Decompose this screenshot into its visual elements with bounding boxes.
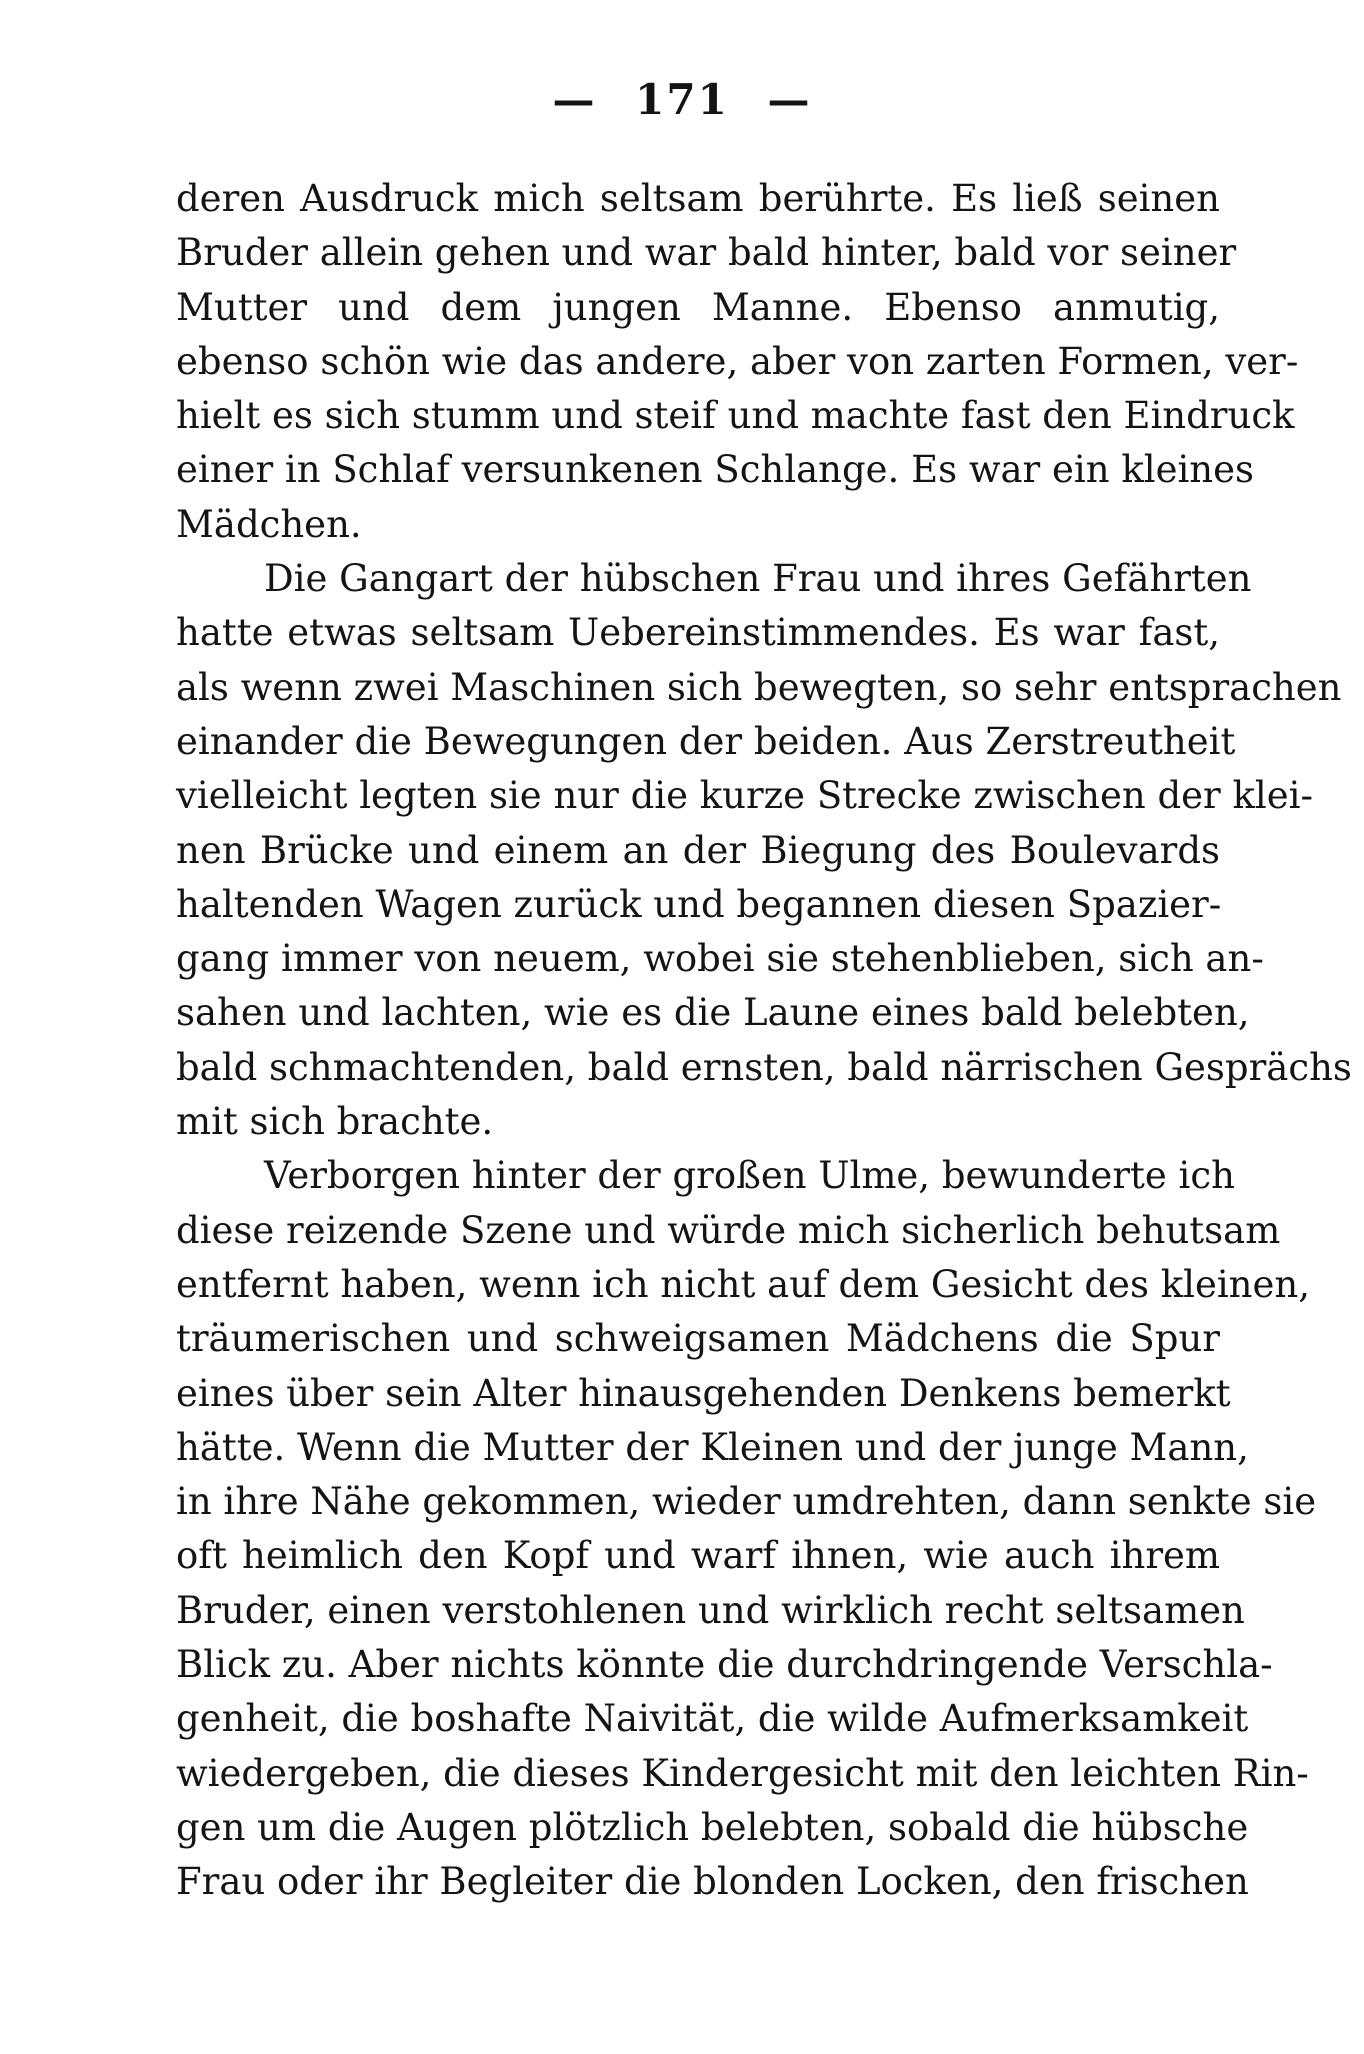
text-line: gang immer von neuem, wobei sie stehenblieben, sich an-: [176, 937, 1264, 981]
text-line: einer in Schlaf versunkenen Schlange. Es war ein kleines: [176, 448, 1255, 492]
text-line: Frau oder ihr Begleiter die blonden Locken, den frischen: [176, 1860, 1249, 1904]
text-line: hielt es sich stumm und steif und machte fast den Eindruck: [176, 394, 1295, 438]
text-line: Verborgen hinter der großen Ulme, bewunderte ich: [264, 1154, 1235, 1198]
text-line: hätte. Wenn die Mutter der Kleinen und der junge Mann,: [176, 1425, 1249, 1469]
text-line: genheit, die boshafte Naivität, die wilde Aufmerksamkeit: [176, 1697, 1249, 1741]
paragraph-3: [176, 1149, 1317, 1909]
text-line: wiedergeben, die dieses Kindergesicht mit den leichten Rin-: [176, 1751, 1309, 1795]
text-line: bald schmachtenden, bald ernsten, bald närrischen Gesprächs: [176, 1045, 1352, 1089]
page-header: [0, 72, 1364, 128]
text-line: nen Brücke und einem an der Biegung des Boulevards: [176, 828, 1220, 872]
text-line: mit sich brachte.: [176, 1100, 494, 1144]
text-line: träumerischen und schweigsamen Mädchens die Spur: [176, 1317, 1220, 1361]
text-line: deren Ausdruck mich seltsam berührte. Es ließ seinen: [176, 177, 1220, 220]
text-line: vielleicht legten sie nur die kurze Strecke zwischen der klei-: [176, 774, 1313, 818]
text-line: Die Gangart der hübschen Frau und ihres Gefährten: [264, 557, 1252, 601]
text-line: eines über sein Alter hinausgehenden Denkens bemerkt: [176, 1371, 1231, 1415]
text-line: diese reizende Szene und würde mich sicherlich behutsam: [176, 1208, 1281, 1252]
text-line: hatte etwas seltsam Uebereinstimmendes. Es war fast,: [176, 611, 1220, 655]
paragraph-2: [176, 552, 1352, 1149]
header-dash-left: —: [552, 75, 597, 124]
text-line: in ihre Nähe gekommen, wieder umdrehten, dann senkte sie: [176, 1480, 1317, 1524]
text-line: gen um die Augen plötzlich belebten, sobald die hübsche: [176, 1805, 1249, 1849]
text-line: als wenn zwei Maschinen sich bewegten, so sehr entsprachen: [176, 665, 1342, 709]
text-line: Blick zu. Aber nichts könnte die durchdringende Verschla-: [176, 1643, 1273, 1687]
text-line: entfernt haben, wenn ich nicht auf dem Gesicht des kleinen,: [176, 1262, 1310, 1306]
text-line: Mädchen.: [176, 502, 362, 546]
text-line: sahen und lachten, wie es die Laune eines bald belebten,: [176, 991, 1250, 1035]
text-line: oft heimlich den Kopf und warf ihnen, wie auch ihrem: [176, 1534, 1220, 1578]
text-line: Bruder, einen verstohlenen und wirklich recht seltsamen: [176, 1588, 1245, 1632]
text-line: einander die Bewegungen der beiden. Aus Zerstreutheit: [176, 719, 1236, 763]
page-number: 171: [635, 75, 729, 124]
text-line: haltenden Wagen zurück und begannen diesen Spazier-: [176, 882, 1222, 926]
text-line: ebenso schön wie das andere, aber von zarten Formen, ver-: [176, 339, 1299, 383]
paragraph-1: [176, 172, 1299, 552]
text-line: Mutter und dem jungen Manne. Ebenso anmutig,: [176, 285, 1220, 329]
text-line: Bruder allein gehen und war bald hinter, bald vor seiner: [176, 231, 1237, 275]
header-dash-right: —: [767, 75, 812, 124]
body-text: [176, 172, 1352, 1910]
